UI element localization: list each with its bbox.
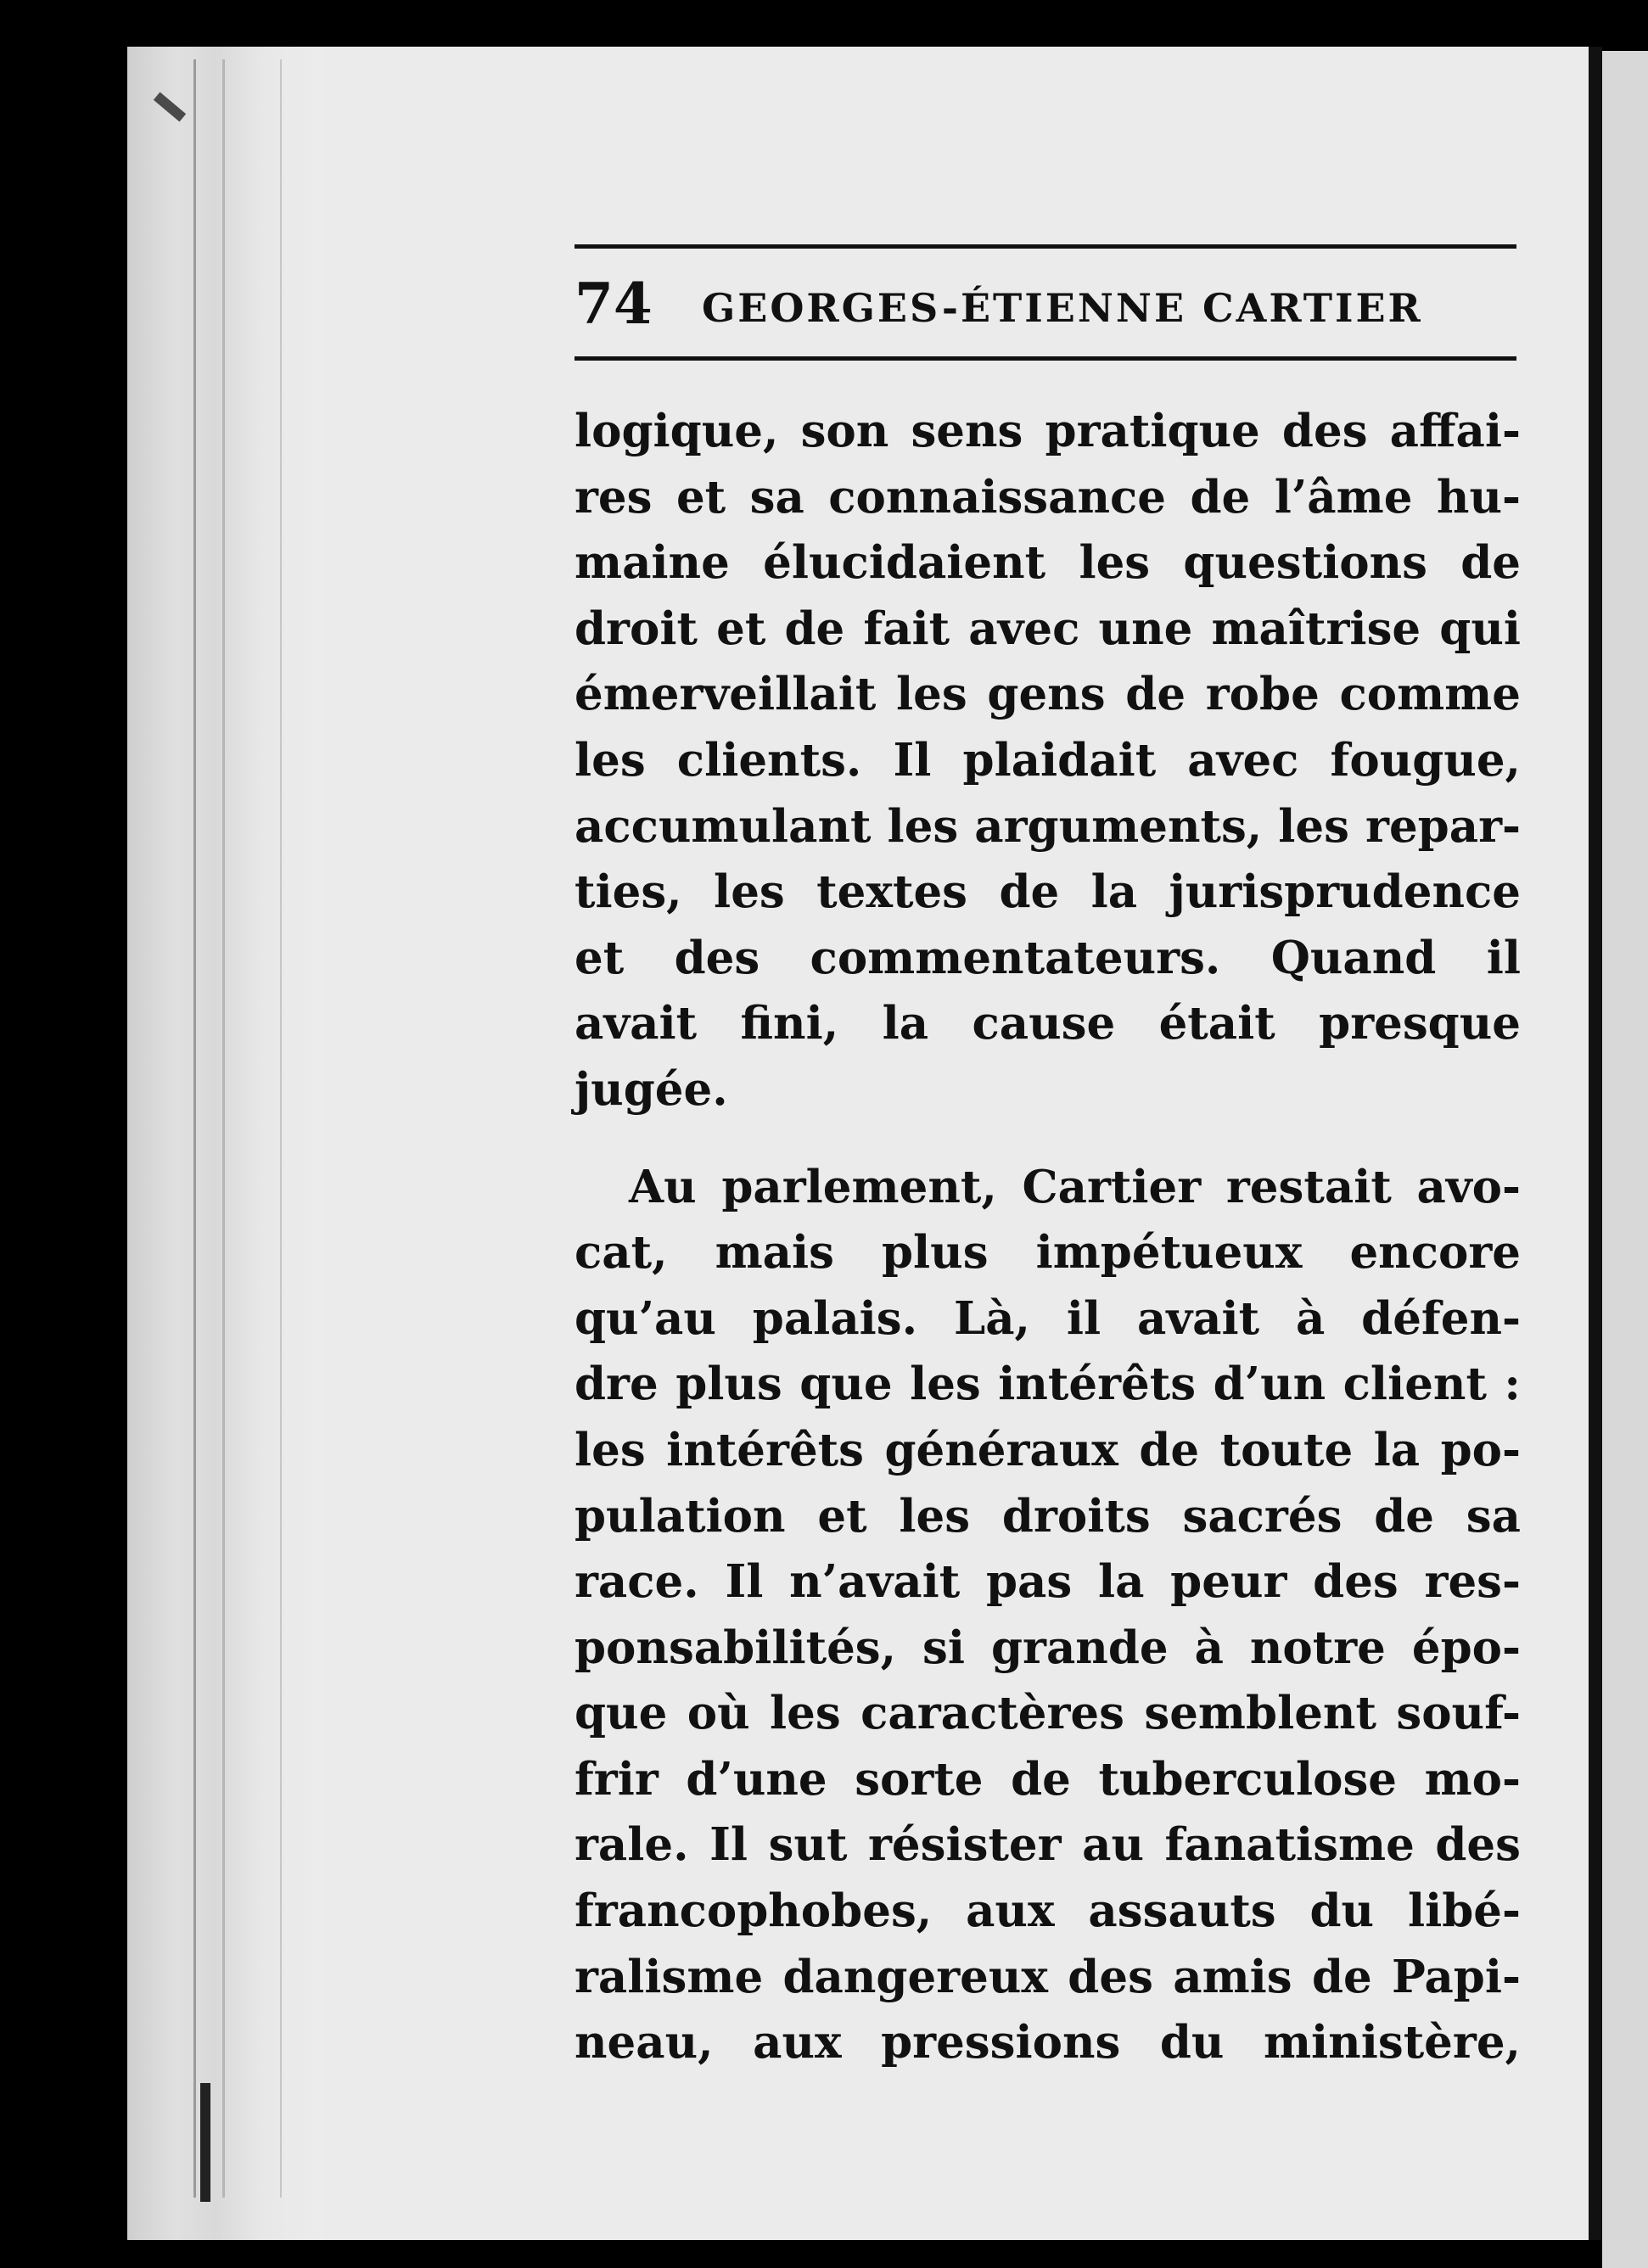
- text-line: cat, mais plus impétueux encore: [575, 1226, 1521, 1280]
- text-line: pulation et les droits sacrés de sa: [575, 1489, 1521, 1543]
- text-line: rale. Il sut résister au fanatisme des: [575, 1818, 1521, 1872]
- text-line: ties, les textes de la jurisprudence: [575, 865, 1521, 919]
- paragraph-gap: [575, 1123, 1521, 1155]
- gutter-fold-line: [193, 59, 196, 2198]
- scan-artifact-mark: [200, 2083, 210, 2202]
- text-line: accumulant les arguments, les repar-: [575, 799, 1521, 853]
- text-line: dre plus que les intérêts d’un client :: [575, 1358, 1521, 1411]
- running-title: GEORGES-ÉTIENNE CARTIER: [702, 285, 1423, 331]
- text-line: droit et de fait avec une maîtrise qui: [575, 602, 1521, 655]
- text-line: francophobes, aux assauts du libé-: [575, 1884, 1521, 1938]
- text-line: frir d’une sorte de tuberculose mo-: [575, 1752, 1521, 1806]
- paragraph: [575, 399, 1521, 1123]
- text-line: qu’au palais. Là, il avait à défen-: [575, 1291, 1521, 1345]
- running-head: [575, 270, 1516, 338]
- text-line: émerveillait les gens de robe comme: [575, 668, 1521, 721]
- text-line: avait fini, la cause était presque: [575, 997, 1521, 1050]
- paragraph: [575, 1155, 1521, 2076]
- header-rule-top: [575, 244, 1516, 249]
- text-line: ponsabilités, si grande à notre épo-: [575, 1621, 1521, 1674]
- gutter-fold-line: [222, 59, 225, 2198]
- facing-page-edge: [1602, 51, 1648, 2268]
- gutter-fold-line: [280, 59, 282, 2198]
- facing-page-shadow: [1589, 47, 1602, 2240]
- text-line: que où les caractères semblent souf-: [575, 1687, 1521, 1740]
- text-line: maine élucidaient les questions de: [575, 536, 1521, 590]
- body-text: [575, 399, 1521, 2076]
- text-line: neau, aux pressions du ministère,: [575, 2016, 1521, 2069]
- book-gutter: [127, 47, 322, 2240]
- text-line: race. Il n’avait pas la peur des res-: [575, 1555, 1521, 1609]
- text-line: res et sa connaissance de l’âme hu-: [575, 470, 1521, 524]
- text-line: les clients. Il plaidait avec fougue,: [575, 733, 1521, 787]
- text-line: Au parlement, Cartier restait avo-: [629, 1160, 1521, 1213]
- text-line: et des commentateurs. Quand il: [575, 931, 1521, 984]
- header-rule-bottom: [575, 356, 1516, 361]
- text-line: ralisme dangereux des amis de Papi-: [575, 1950, 1521, 2003]
- text-line: logique, son sens pratique des affai-: [575, 405, 1521, 457]
- page-number: 74: [575, 271, 653, 337]
- text-line: jugée.: [575, 1062, 728, 1116]
- text-line: les intérêts généraux de toute la po-: [575, 1423, 1521, 1476]
